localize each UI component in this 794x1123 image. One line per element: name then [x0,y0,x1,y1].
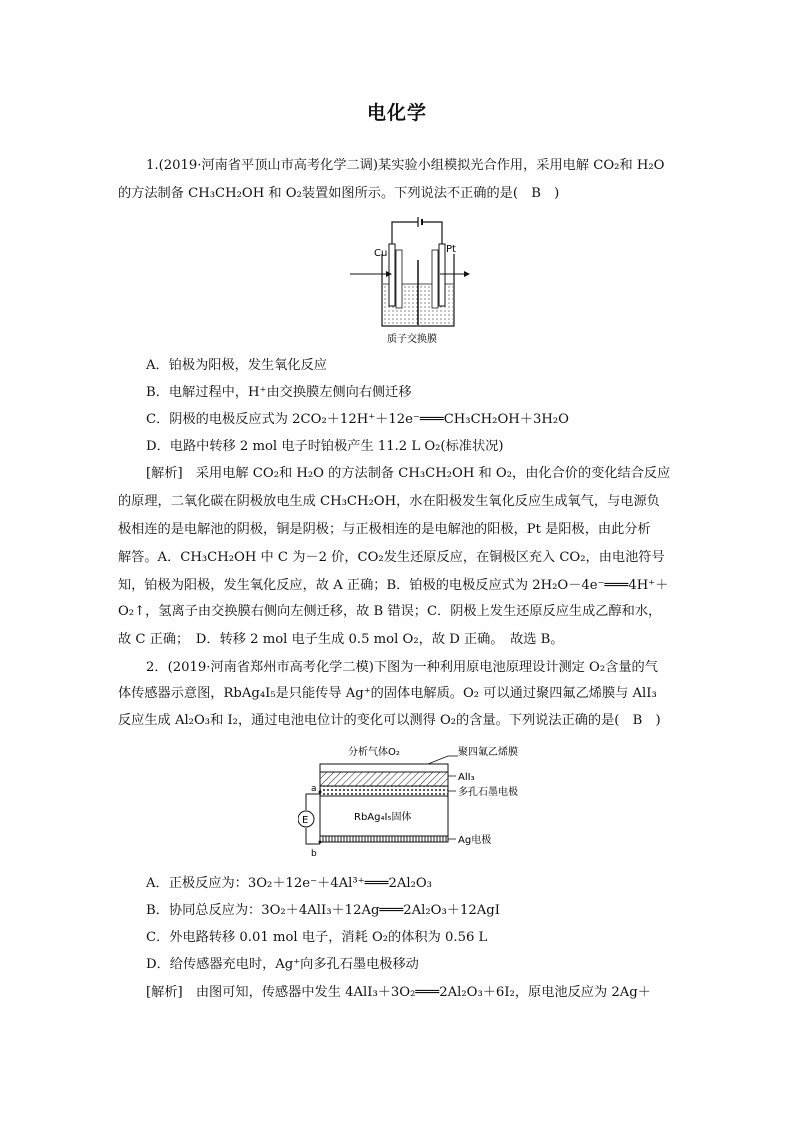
q1-option-b: B．电解过程中，H⁺由交换膜左侧向右侧迁移 [146,385,412,400]
point-b-label: b [311,849,317,859]
gas-o2-label: 分析气体O₂ [348,747,400,758]
q2-option-c: C．外电路转移 0.01 mol 电子，消耗 O₂的体积为 0.56 L [146,930,488,945]
q1-analysis-line-2: 的原理，二氧化碳在阴极放电生成 CH₃CH₂OH，水在阳极发生氧化反应生成氧气，与电源负 [118,494,660,509]
q1-analysis-line-1: [解析] 采用电解 CO₂和 H₂O 的方法制备 CH₃CH₂OH 和 O₂，由化合价的变化结合反应 [146,466,671,481]
q1-analysis-line-4: 解答。A．CH₃CH₂OH 中 C 为－2 价，CO₂发生还原反应，在铜极区充入 CO₂，由电池符号 [118,550,665,565]
q2-option-a: A．正极反应为：3O₂＋12e⁻＋4Al³⁺═══2Al₂O₃ [146,876,432,891]
q2-option-b: B．协同总反应为：3O₂＋4AlI₃＋12Ag═══2Al₂O₃＋12AgI [146,903,500,918]
q1-analysis-line-7: 故 C 正确； D．转移 2 mol 电子生成 0.5 mol O₂，故 D 正确。 故选 B。 [118,632,564,647]
rbag4i5-label: RbAg₄I₅固体 [354,812,412,823]
ag-electrode-label: Ag电极 [458,835,492,846]
q1-option-c: C．阴极的电极反应式为 2CO₂＋12H⁺＋12e⁻═══CH₃CH₂OH＋3H₂O [146,412,569,427]
q2-stem-line-2: 体传感器示意图，RbAg₄I₅是只能传导 Ag⁺的固体电解质。O₂ 可以通过聚四氟乙烯膜与 AlI₃ [118,686,657,701]
q2-stem-line-3: 反应生成 Al₂O₃和 I₂，通过电池电位计的变化可以测得 O₂的含量。下列说法正确的是( B ) [118,713,661,728]
q1-analysis-line-5: 知，铂极为阳极，发生氧化反应，故 A 正确；B．铂极的电极反应式为 2H₂O－4e⁻═══4H⁺＋ [118,578,669,593]
q1-stem-line-1: 1.(2019·河南省平顶山市高考化学二调)某实验小组模拟光合作用，采用电解 CO₂和 H₂O [146,158,665,173]
q1-analysis-line-6: O₂↑，氢离子由交换膜右侧向左侧迁移，故 B 错误；C．阴极上发生还原反应生成乙醇和水， [118,604,662,619]
q1-electrolysis-figure [340,214,470,350]
ali3-label: AlI₃ [458,772,475,783]
meter-e-label: E [302,815,309,826]
membrane-caption: 质子交换膜 [387,334,437,345]
graphite-electrode-label: 多孔石墨电极 [458,787,518,798]
q1-option-a: A．铂极为阳极，发生氧化反应 [146,358,327,373]
q1-analysis-line-3: 极相连的是电解池的阴极，铜是阴极；与正极相连的是电解池的阳极，Pt 是阳极，由此分析 [118,522,651,537]
point-a-label: a [311,784,317,794]
q1-option-d: D．电路中转移 2 mol 电子时铂极产生 11.2 L O₂(标准状况) [146,439,504,454]
q1-stem-line-2: 的方法制备 CH₃CH₂OH 和 O₂装置如图所示。下列说法不正确的是( B ) [118,186,560,201]
cu-label: Cu [374,248,388,259]
q2-option-d: D．给传感器充电时，Ag⁺向多孔石墨电极移动 [146,957,419,972]
q2-stem-line-1: 2．(2019·河南省郑州市高考化学二模)下图为一种利用原电池原理设计测定 O₂含量的气 [146,660,658,675]
ptfe-membrane-label: 聚四氟乙烯膜 [458,747,518,758]
pt-label: Pt [446,244,456,255]
q2-analysis-line-1: [解析] 由图可知，传感器中发生 4AlI₃＋3O₂═══2Al₂O₃＋6I₂，原电池反应为 2Ag＋ [146,985,651,1000]
q2-sensor-figure [298,744,538,860]
page-title: 电化学 [366,102,427,124]
